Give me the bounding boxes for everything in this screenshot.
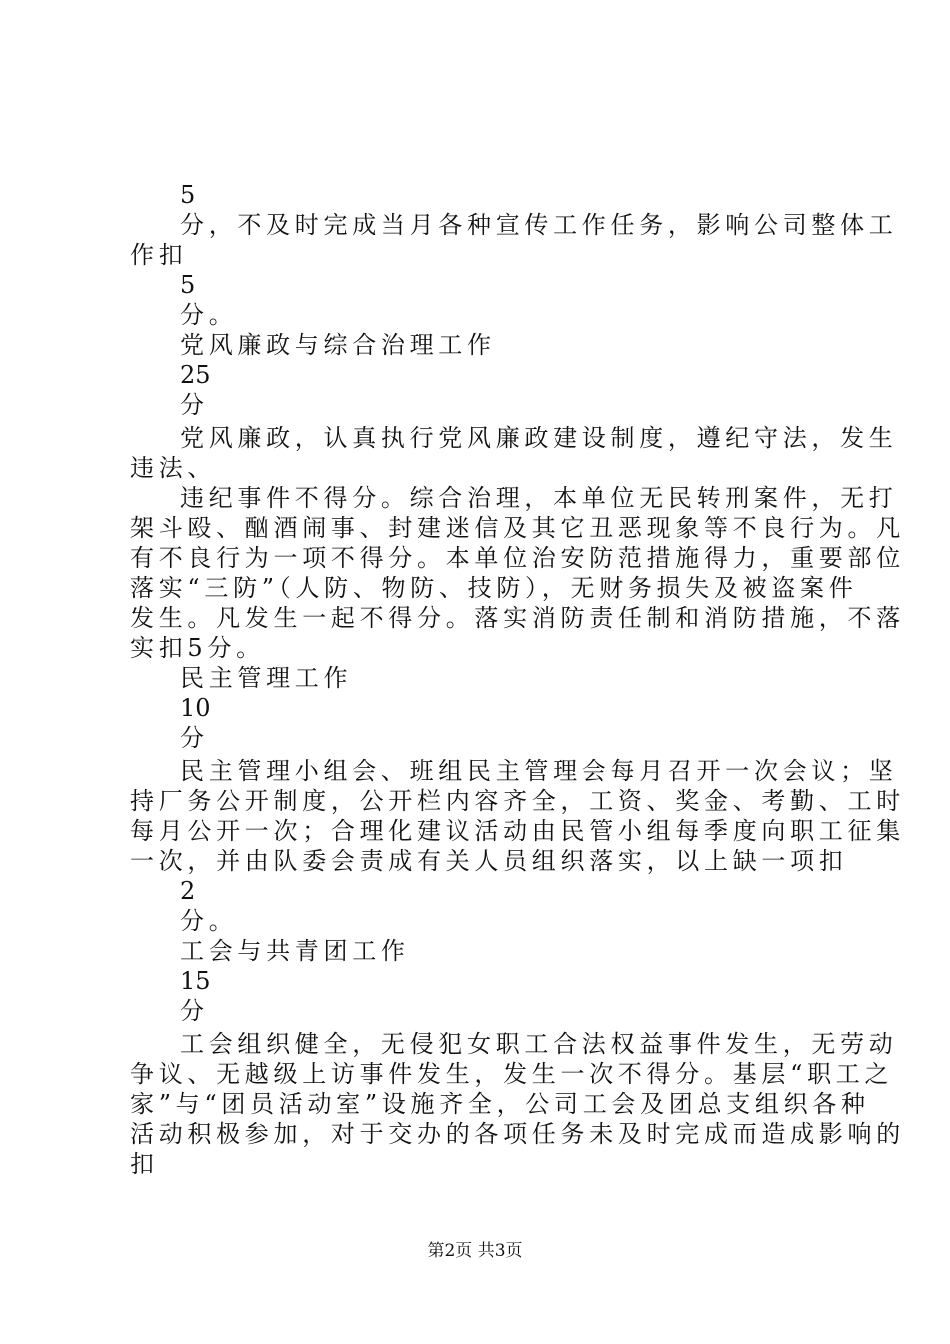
text-line: 分，不及时完成当月各种宣传工作任务，影响公司整体工: [180, 211, 898, 239]
text-line: 违纪事件不得分。综合治理，本单位无民转刑案件，无打: [180, 484, 898, 512]
section-heading: 民主管理工作: [180, 664, 353, 692]
text-line: 活动积极参加，对于交办的各项任务未及时完成而造成影响的: [130, 1120, 905, 1148]
section-heading: 党风廉政与综合治理工作: [180, 331, 496, 359]
text-line: 工会组织健全，无侵犯女职工合法权益事件发生，无劳动: [180, 1030, 898, 1058]
text-line: 党风廉政，认真执行党风廉政建设制度，遵纪守法，发生: [180, 424, 898, 452]
score-unit: 分: [180, 724, 209, 752]
text-line: 争议、无越级上访事件发生，发生一次不得分。基层“职工之: [130, 1060, 894, 1088]
text-line: 分。: [180, 907, 238, 935]
text-line: 分。: [180, 301, 238, 329]
section-heading: 工会与共青团工作: [180, 937, 410, 965]
text-line: 5: [180, 271, 196, 299]
score-value: 25: [180, 361, 211, 389]
text-line: 持厂务公开制度，公开栏内容齐全，工资、奖金、考勤、工时: [130, 787, 905, 815]
text-line: 扣: [130, 1150, 159, 1178]
text-line: 有不良行为一项不得分。本单位治安防范措施得力，重要部位: [130, 544, 905, 572]
text-line: 发生。凡发生一起不得分。落实消防责任制和消防措施，不落: [130, 604, 905, 632]
page-number-label: 第2页 共3页: [427, 1241, 523, 1261]
text-line: 5: [180, 181, 196, 209]
text-line: 家”与“团员活动室”设施齐全，公司工会及团总支组织各种: [130, 1090, 870, 1118]
text-line: 一次，并由队委会责成有关人员组织落实，以上缺一项扣: [130, 847, 848, 875]
score-value: 10: [180, 694, 211, 722]
score-value: 15: [180, 967, 211, 995]
text-line: 每月公开一次；合理化建议活动由民管小组每季度向职工征集: [130, 817, 905, 845]
text-line: 违法、: [130, 454, 217, 482]
score-unit: 分: [180, 391, 209, 419]
text-line: 作扣: [130, 241, 188, 269]
text-line: 民主管理小组会、班组民主管理会每月召开一次会议；坚: [180, 757, 898, 785]
score-unit: 分: [180, 997, 209, 1025]
page-footer: [0, 1240, 950, 1262]
text-line: 落实“三防”（人防、物防、技防），无财务损失及被盗案件: [130, 574, 858, 602]
text-line: 实扣5分。: [130, 634, 265, 662]
text-line: 架斗殴、酗酒闹事、封建迷信及其它丑恶现象等不良行为。凡: [130, 514, 905, 542]
text-line: 2: [180, 877, 196, 905]
